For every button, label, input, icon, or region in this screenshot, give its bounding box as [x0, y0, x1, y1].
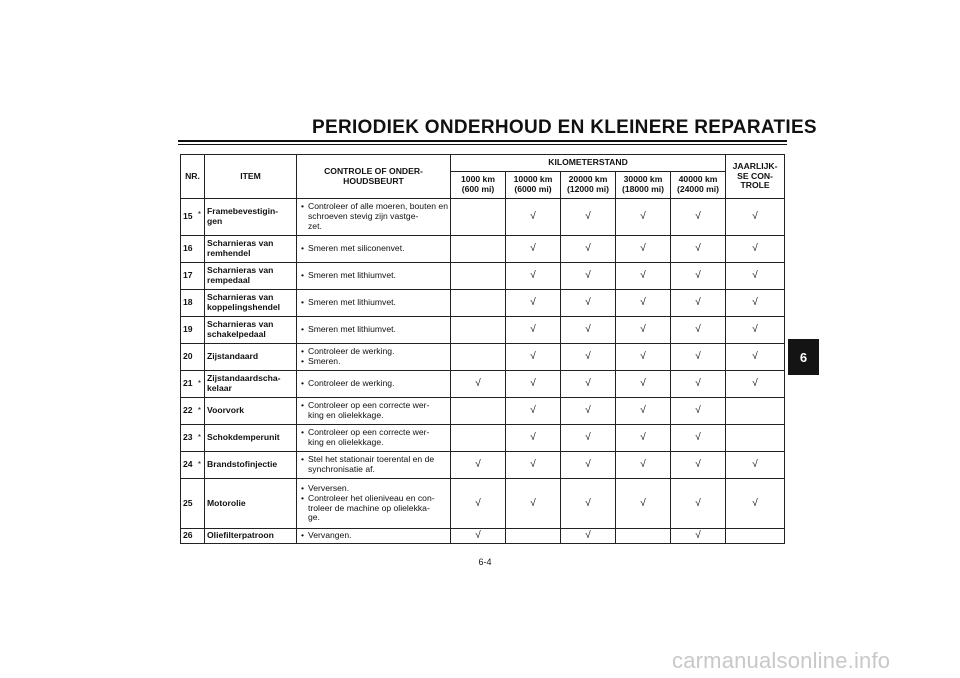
check-mark: √: [585, 243, 591, 255]
row-control: [297, 290, 451, 317]
control-step: • Controleer of alle moeren, bouten en schroeven stevig zijn vastge- zet.: [299, 202, 448, 232]
row-item: Framebevestigin- gen: [205, 199, 297, 236]
dealer-service-marker: *: [197, 459, 201, 469]
check-cell-annual: [726, 199, 785, 236]
row-number-text: 21: [183, 378, 193, 389]
check-cell-km-2: [506, 199, 561, 236]
row-item: Voorvork: [205, 398, 297, 425]
check-mark: √: [640, 243, 646, 255]
row-control: [297, 199, 451, 236]
check-cell-annual: [726, 398, 785, 425]
check-cell-annual: [726, 479, 785, 529]
row-number: [181, 199, 205, 236]
check-mark: √: [752, 243, 758, 255]
check-mark: √: [530, 378, 536, 390]
row-number: [181, 344, 205, 371]
chapter-tab: 6: [788, 339, 819, 375]
check-cell-km-2: [506, 290, 561, 317]
check-mark: √: [475, 530, 481, 542]
check-cell-km-1: [451, 452, 506, 479]
control-step: • Vervangen.: [299, 531, 448, 541]
check-cell-km-1: [451, 236, 506, 263]
row-control: [297, 479, 451, 529]
check-cell-km-2: [506, 479, 561, 529]
check-cell-km-1: [451, 398, 506, 425]
row-item: Scharnieras van schakelpedaal: [205, 317, 297, 344]
row-item: Motorolie: [205, 479, 297, 529]
check-mark: √: [695, 405, 701, 417]
check-cell-km-5: [671, 317, 726, 344]
row-control: [297, 398, 451, 425]
check-cell-km-4: [616, 425, 671, 452]
check-cell-km-1: [451, 529, 506, 544]
check-cell-km-3: [561, 479, 616, 529]
check-mark: √: [640, 324, 646, 336]
row-item: Brandstofinjectie: [205, 452, 297, 479]
control-step: • Verversen.: [299, 484, 448, 494]
control-step: • Smeren met lithiumvet.: [299, 298, 448, 308]
header-annual-check: JAARLIJK- SE CON- TROLE: [726, 155, 785, 199]
row-item: Scharnieras van koppelingshendel: [205, 290, 297, 317]
check-cell-km-4: [616, 479, 671, 529]
check-mark: √: [530, 459, 536, 471]
check-mark: √: [640, 432, 646, 444]
check-mark: √: [640, 497, 646, 509]
check-mark: √: [530, 297, 536, 309]
check-mark: √: [752, 324, 758, 336]
control-step: • Controleer de werking.: [299, 347, 448, 357]
check-cell-km-5: [671, 529, 726, 544]
check-mark: √: [585, 459, 591, 471]
table-row: [181, 344, 785, 371]
check-mark: √: [640, 211, 646, 223]
check-mark: √: [695, 351, 701, 363]
check-cell-km-3: [561, 344, 616, 371]
table-row: [181, 263, 785, 290]
table-row: [181, 398, 785, 425]
table-row: [181, 199, 785, 236]
check-mark: √: [585, 432, 591, 444]
check-mark: √: [695, 243, 701, 255]
row-number-text: 24: [183, 459, 193, 470]
header-km-1: 1000 km (600 mi): [451, 172, 506, 199]
check-cell-annual: [726, 317, 785, 344]
check-cell-km-2: [506, 398, 561, 425]
check-cell-km-1: [451, 344, 506, 371]
row-control: [297, 236, 451, 263]
check-cell-km-4: [616, 371, 671, 398]
check-cell-annual: [726, 529, 785, 544]
check-mark: √: [585, 497, 591, 509]
check-mark: √: [752, 211, 758, 223]
row-number: [181, 236, 205, 263]
check-cell-km-2: [506, 236, 561, 263]
check-cell-km-4: [616, 398, 671, 425]
row-number: [181, 290, 205, 317]
check-mark: √: [530, 211, 536, 223]
watermark: carmanualsonline.info: [672, 648, 891, 673]
check-mark: √: [640, 378, 646, 390]
check-cell-km-5: [671, 290, 726, 317]
table-row: [181, 529, 785, 544]
check-cell-km-3: [561, 236, 616, 263]
row-control: [297, 344, 451, 371]
check-mark: √: [530, 497, 536, 509]
check-mark: √: [695, 211, 701, 223]
check-cell-km-1: [451, 263, 506, 290]
check-cell-km-4: [616, 344, 671, 371]
check-mark: √: [475, 497, 481, 509]
check-mark: √: [585, 297, 591, 309]
check-cell-km-4: [616, 529, 671, 544]
check-mark: √: [530, 351, 536, 363]
check-cell-km-1: [451, 199, 506, 236]
check-cell-annual: [726, 263, 785, 290]
check-cell-km-3: [561, 452, 616, 479]
row-number: [181, 317, 205, 344]
check-cell-km-5: [671, 425, 726, 452]
check-cell-annual: [726, 425, 785, 452]
header-km-5: 40000 km (24000 mi): [671, 172, 726, 199]
table-row: [181, 236, 785, 263]
row-control: [297, 371, 451, 398]
check-cell-km-5: [671, 236, 726, 263]
header-km-4: 30000 km (18000 mi): [616, 172, 671, 199]
row-number: [181, 398, 205, 425]
check-cell-annual: [726, 371, 785, 398]
check-cell-km-4: [616, 290, 671, 317]
check-mark: √: [752, 459, 758, 471]
check-cell-km-4: [616, 263, 671, 290]
check-mark: √: [585, 378, 591, 390]
control-step: • Controleer het olieniveau en con- troleer de machine op olielekka- ge.: [299, 494, 448, 524]
dealer-service-marker: *: [197, 405, 201, 415]
check-cell-km-5: [671, 344, 726, 371]
title-underline: [178, 140, 787, 146]
control-step: • Smeren met lithiumvet.: [299, 271, 448, 281]
check-cell-km-4: [616, 199, 671, 236]
check-mark: √: [585, 270, 591, 282]
check-cell-annual: [726, 452, 785, 479]
check-cell-km-1: [451, 479, 506, 529]
row-number: [181, 371, 205, 398]
check-cell-km-2: [506, 263, 561, 290]
check-mark: √: [475, 459, 481, 471]
check-cell-km-3: [561, 529, 616, 544]
check-cell-km-3: [561, 371, 616, 398]
check-mark: √: [695, 432, 701, 444]
row-number-text: 19: [183, 324, 193, 335]
check-mark: √: [695, 459, 701, 471]
check-cell-km-5: [671, 398, 726, 425]
check-mark: √: [585, 324, 591, 336]
row-number-text: 18: [183, 297, 193, 308]
check-cell-km-1: [451, 371, 506, 398]
check-cell-km-5: [671, 199, 726, 236]
check-cell-km-2: [506, 529, 561, 544]
row-number: [181, 479, 205, 529]
row-number: [181, 425, 205, 452]
check-cell-km-3: [561, 290, 616, 317]
check-cell-km-2: [506, 371, 561, 398]
maintenance-table: [180, 154, 785, 544]
check-cell-km-2: [506, 425, 561, 452]
row-control: [297, 425, 451, 452]
row-control: [297, 529, 451, 544]
control-step: • Smeren.: [299, 357, 448, 367]
check-mark: √: [530, 243, 536, 255]
check-mark: √: [530, 432, 536, 444]
check-cell-km-4: [616, 452, 671, 479]
check-cell-annual: [726, 290, 785, 317]
table-row: [181, 317, 785, 344]
check-mark: √: [530, 324, 536, 336]
check-mark: √: [640, 351, 646, 363]
row-control: [297, 452, 451, 479]
table-row: [181, 371, 785, 398]
check-cell-km-3: [561, 263, 616, 290]
row-number: [181, 263, 205, 290]
header-km-2: 10000 km (6000 mi): [506, 172, 561, 199]
check-cell-km-3: [561, 199, 616, 236]
table-row: [181, 425, 785, 452]
row-number-text: 15: [183, 211, 193, 222]
check-mark: √: [530, 405, 536, 417]
check-mark: √: [752, 378, 758, 390]
row-number-text: 23: [183, 432, 193, 443]
header-kilometerstand: KILOMETERSTAND: [451, 155, 726, 172]
row-item: Zijstandaard: [205, 344, 297, 371]
header-km-3: 20000 km (12000 mi): [561, 172, 616, 199]
check-mark: √: [640, 297, 646, 309]
row-number-text: 22: [183, 405, 193, 416]
dealer-service-marker: *: [197, 432, 201, 442]
header-control: CONTROLE OF ONDER- HOUDSBEURT: [297, 155, 451, 199]
check-mark: √: [752, 270, 758, 282]
row-item: Scharnieras van remhendel: [205, 236, 297, 263]
check-cell-annual: [726, 344, 785, 371]
check-cell-km-2: [506, 452, 561, 479]
control-step: • Smeren met siliconenvet.: [299, 244, 448, 254]
page-title: PERIODIEK ONDERHOUD EN KLEINERE REPARATIES: [312, 117, 817, 138]
check-cell-km-3: [561, 317, 616, 344]
dealer-service-marker: *: [197, 209, 201, 219]
row-control: [297, 317, 451, 344]
row-number-text: 26: [183, 530, 193, 541]
check-cell-km-1: [451, 317, 506, 344]
page-number: 6-4: [478, 557, 492, 567]
check-cell-km-5: [671, 479, 726, 529]
check-mark: √: [752, 297, 758, 309]
check-mark: √: [585, 351, 591, 363]
control-step: • Smeren met lithiumvet.: [299, 325, 448, 335]
check-mark: √: [640, 270, 646, 282]
check-mark: √: [695, 530, 701, 542]
header-nr: NR.: [181, 155, 205, 199]
check-mark: √: [585, 405, 591, 417]
row-item: Oliefilterpatroon: [205, 529, 297, 544]
row-item: Schokdemperunit: [205, 425, 297, 452]
control-step: • Stel het stationair toerental en de synchronisatie af.: [299, 455, 448, 475]
check-mark: √: [640, 405, 646, 417]
header-item: ITEM: [205, 155, 297, 199]
check-mark: √: [695, 270, 701, 282]
check-cell-km-5: [671, 452, 726, 479]
control-step: • Controleer op een correcte wer- king en olielekkage.: [299, 428, 448, 448]
check-mark: √: [585, 211, 591, 223]
control-step: • Controleer op een correcte wer- king en olielekkage.: [299, 401, 448, 421]
row-number-text: 16: [183, 243, 193, 254]
check-mark: √: [585, 530, 591, 542]
row-number: [181, 529, 205, 544]
control-step: • Controleer de werking.: [299, 379, 448, 389]
row-item: Zijstandaardscha- kelaar: [205, 371, 297, 398]
check-mark: √: [640, 459, 646, 471]
table-row: [181, 452, 785, 479]
row-number-text: 25: [183, 497, 193, 508]
check-cell-km-2: [506, 344, 561, 371]
check-mark: √: [695, 324, 701, 336]
row-number-text: 20: [183, 351, 193, 362]
check-mark: √: [752, 497, 758, 509]
check-cell-km-3: [561, 398, 616, 425]
check-cell-km-3: [561, 425, 616, 452]
row-number-text: 17: [183, 270, 193, 281]
check-cell-km-2: [506, 317, 561, 344]
dealer-service-marker: *: [197, 378, 201, 388]
check-cell-km-5: [671, 371, 726, 398]
check-mark: √: [475, 378, 481, 390]
check-mark: √: [752, 351, 758, 363]
row-item: Scharnieras van rempedaal: [205, 263, 297, 290]
check-mark: √: [695, 297, 701, 309]
row-number: [181, 452, 205, 479]
check-mark: √: [695, 378, 701, 390]
check-cell-km-4: [616, 236, 671, 263]
check-cell-km-1: [451, 290, 506, 317]
check-mark: √: [530, 270, 536, 282]
check-cell-km-5: [671, 263, 726, 290]
check-mark: √: [695, 497, 701, 509]
check-cell-annual: [726, 236, 785, 263]
check-cell-km-1: [451, 425, 506, 452]
check-cell-km-4: [616, 317, 671, 344]
row-control: [297, 263, 451, 290]
table-row: [181, 290, 785, 317]
table-row: [181, 479, 785, 529]
